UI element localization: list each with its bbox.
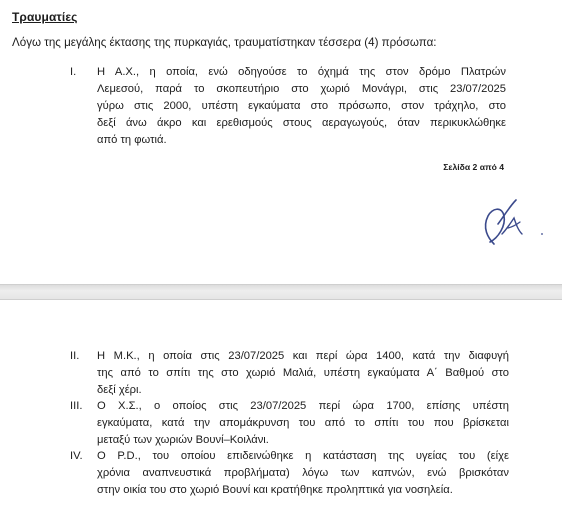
list-item-text — [97, 398, 509, 449]
list-item-number: IV. — [70, 450, 83, 462]
text-line: χρόνια αναπνευστικά προβλήματα) λόγω των καπνών, ενώ βρισκόταν — [97, 467, 509, 479]
intro-paragraph: Λόγω της μεγάλης έκτασης της πυρκαγιάς, τραυματίστηκαν τέσσερα (4) πρόσωπα: — [12, 36, 437, 49]
text-line: εγκαύματα, κατά την απομάκρυνση του από το σπίτι του που βρίσκεται — [97, 417, 509, 429]
text-line: Ο P.D., του οποίου επιδεινώθηκε η κατάσταση της υγείας του (είχε — [97, 450, 509, 462]
page-break-divider — [0, 284, 562, 300]
text-line: Λεμεσού, παρά το σκοπευτήριο στο χωριό Μονάγρι, στις 23/07/2025 — [97, 83, 506, 95]
page-number-footer: Σελίδα 2 από 4 — [443, 162, 504, 172]
text-line: Η Α.Χ., η οποία, ενώ οδηγούσε το όχημά της στον δρόμο Πλατρών — [97, 66, 506, 78]
text-line: Ο Χ.Σ., ο οποίος στις 23/07/2025 περί ώρα 1700, επίσης υπέστη — [97, 400, 509, 412]
list-item-text — [97, 348, 509, 399]
signature-icon — [468, 194, 548, 254]
text-line: δεξί χέρι. — [97, 384, 142, 396]
list-item-text — [97, 64, 506, 149]
text-line: μεταξύ των χωριών Βουνί–Κοιλάνι. — [97, 434, 269, 446]
list-item-number: III. — [70, 400, 83, 412]
text-line: Η Μ.Κ., η οποία στις 23/07/2025 και περί ώρα 1400, κατά την διαφυγή — [97, 350, 509, 362]
text-line: από τη φωτιά. — [97, 134, 167, 146]
text-line: γύρω στις 2000, υπέστη εγκαύματα στο πρόσωπο, στον τράχηλο, στο — [97, 100, 506, 112]
text-line: στην οικία του στο χωριό Βουνί και κρατήθηκε προληπτικά για νοσηλεία. — [97, 484, 453, 496]
document-page-bottom — [0, 300, 562, 510]
section-heading: Τραυματίες — [12, 10, 78, 24]
text-line: δεξί άνω άκρο και ερεθισμούς στους αεραγωγούς, όταν περικυκλώθηκε — [97, 117, 506, 129]
list-item-number: II. — [70, 350, 80, 362]
list-item-number: I. — [70, 66, 77, 78]
list-item-text — [97, 448, 509, 499]
text-line: της από το σπίτι της στο χωριό Μαλιά, υπέστη εγκαύματα Α΄ Βαθμού στο — [97, 367, 509, 379]
